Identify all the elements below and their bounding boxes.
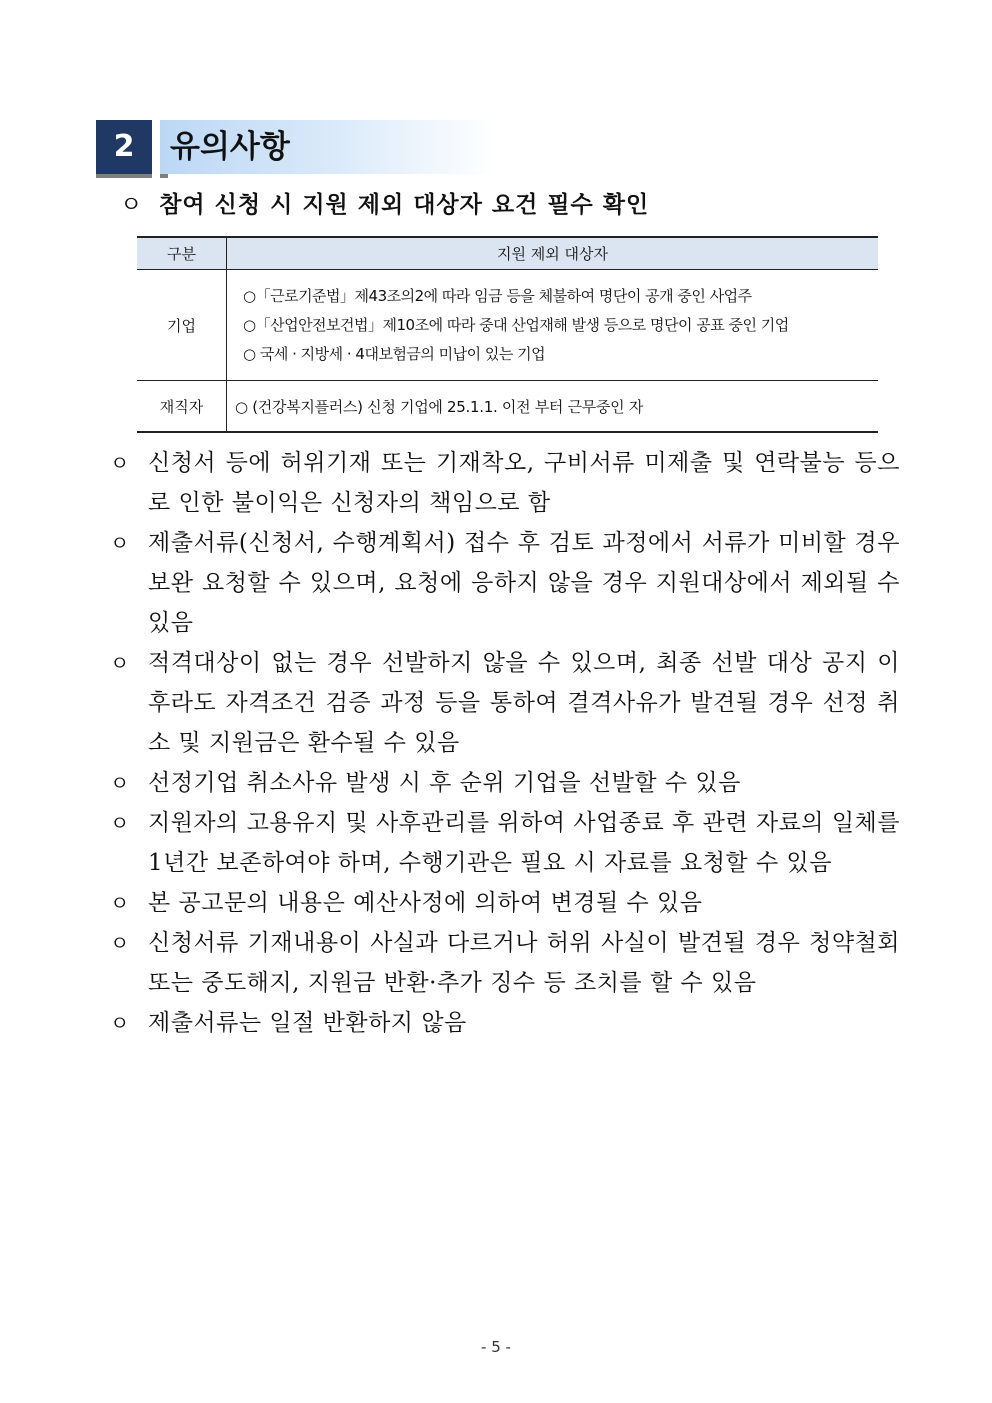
note-text: 지원자의 고용유지 및 사후관리를 위하여 사업종료 후 관련 자료의 일체를 1년간 보존하여야 하며, 수행기관은 필요 시 자료를 요청할 수 있음 bbox=[148, 810, 900, 876]
section-title-box bbox=[160, 120, 496, 174]
page-number: - 5 - bbox=[481, 1338, 511, 1356]
note-bullet: ㅇ bbox=[110, 451, 130, 475]
note-bullet: ㅇ bbox=[110, 931, 130, 955]
subheading-text: 참여 신청 시 지원 제외 대상자 요건 필수 확인 bbox=[159, 191, 650, 218]
table-header-row bbox=[137, 237, 878, 270]
note-text: 적격대상이 없는 경우 선발하지 않을 수 있으며, 최종 선발 대상 공지 이후라도 자격조건 검증 과정 등을 통하여 결격사유가 발견될 경우 선정 취소 및 지원금은 환수될 수 있음 bbox=[148, 650, 900, 756]
note-item bbox=[108, 763, 900, 803]
subheading-bullet: ㅇ bbox=[120, 192, 144, 218]
company-list bbox=[227, 282, 878, 369]
worker-text: ○ (건강복지플러스) 신청 기업에 25.1.1. 이전 부터 근무중인 자 bbox=[227, 381, 879, 433]
company-item: ○「근로기준법」제43조의2에 따라 임금 등을 체불하여 명단이 공개 중인 사업주 bbox=[243, 286, 752, 305]
note-item bbox=[108, 1003, 900, 1043]
table-row-worker bbox=[137, 381, 878, 433]
table-row-company bbox=[137, 270, 878, 381]
section-title-shadow bbox=[160, 174, 168, 178]
note-bullet: ㅇ bbox=[110, 651, 130, 675]
exclusion-table bbox=[137, 236, 878, 433]
note-bullet: ㅇ bbox=[110, 1011, 130, 1035]
company-label: 기업 bbox=[137, 270, 227, 381]
section-number-shadow bbox=[96, 174, 152, 178]
note-bullet: ㅇ bbox=[110, 771, 130, 795]
note-item bbox=[108, 523, 900, 643]
note-item bbox=[108, 803, 900, 883]
note-item bbox=[108, 443, 900, 523]
header-excluded: 지원 제외 대상자 bbox=[227, 237, 879, 270]
company-item: ○ 국세 · 지방세 · 4대보험금의 미납이 있는 기업 bbox=[243, 344, 546, 363]
note-text: 신청서 등에 허위기재 또는 기재착오, 구비서류 미제출 및 연락불능 등으로 인한 불이익은 신청자의 책임으로 함 bbox=[148, 450, 900, 516]
note-bullet: ㅇ bbox=[110, 811, 130, 835]
header-category: 구분 bbox=[137, 237, 227, 270]
subheading bbox=[120, 186, 649, 219]
notes-list bbox=[108, 443, 900, 1043]
note-text: 선정기업 취소사유 발생 시 후 순위 기업을 선발할 수 있음 bbox=[148, 770, 741, 796]
section-number: 2 bbox=[96, 120, 152, 174]
note-item bbox=[108, 643, 900, 763]
note-text: 제출서류는 일절 반환하지 않음 bbox=[148, 1010, 467, 1036]
company-cell bbox=[227, 270, 879, 381]
section-title: 유의사항 bbox=[170, 129, 290, 165]
note-bullet: ㅇ bbox=[110, 891, 130, 915]
note-bullet: ㅇ bbox=[110, 531, 130, 555]
worker-label: 재직자 bbox=[137, 381, 227, 433]
company-item: ○「산업안전보건법」제10조에 따라 중대 산업재해 발생 등으로 명단이 공표 중인 기업 bbox=[243, 315, 789, 334]
note-text: 제출서류(신청서, 수행계획서) 접수 후 검토 과정에서 서류가 미비할 경우 보완 요청할 수 있으며, 요청에 응하지 않을 경우 지원대상에서 제외될 수 있음 bbox=[148, 530, 900, 636]
note-text: 신청서류 기재내용이 사실과 다르거나 허위 사실이 발견될 경우 청약철회 또는 중도해지, 지원금 반환·추가 징수 등 조치를 할 수 있음 bbox=[148, 930, 900, 996]
note-text: 본 공고문의 내용은 예산사정에 의하여 변경될 수 있음 bbox=[148, 890, 703, 916]
section-header bbox=[96, 120, 496, 174]
note-item bbox=[108, 883, 900, 923]
note-item bbox=[108, 923, 900, 1003]
